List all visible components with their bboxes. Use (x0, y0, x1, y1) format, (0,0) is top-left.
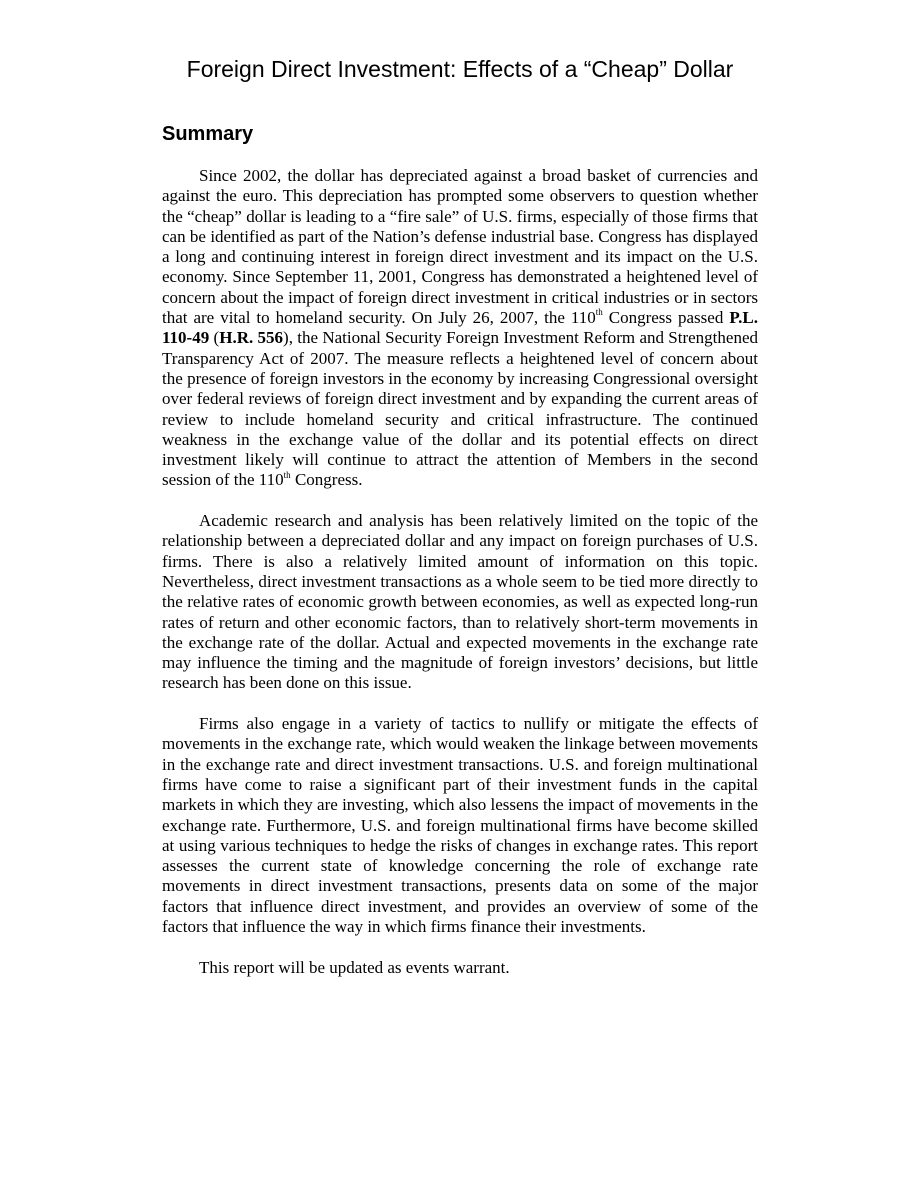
summary-paragraph-1 (162, 166, 758, 491)
paragraph-text: Congress. (290, 470, 363, 490)
summary-paragraph-4: This report will be updated as events warrant. (199, 957, 510, 977)
paragraph-text: Since 2002, the dollar has depreciated against a broad basket of currencies and against the euro. This depreciation has prompted some observers to question whether the “cheap” dollar is leading to a “fire sale” of U.S. firms, especially of those firms that can be identified as part of the Nation’s defense industrial base. Congress has displayed a long and continuing interest in foreign direct investment and its impact on the U.S. economy. Since September 11, 2001, Congress has demonstrated a heightened level of concern about the impact of foreign direct investment in critical industries or in sectors that are vital to homeland security. On July 26, 2007, the 110 (162, 166, 758, 328)
public-law-reference: P.L. 110-49 (162, 308, 758, 348)
paragraph-text: ), the National Security Foreign Investment Reform and Strengthened Transparency Act of 2007. The measure reflects a heightened level of concern about the presence of foreign investors in the economy by increasing Congressional oversight over federal reviews of foreign direct investment and by expanding the current areas of review to include homeland security and critical infrastructure. The continued weakness in the exchange value of the dollar and its potential effects on direct investment likely will continue to attract the attention of Members in the second session of the 110 (162, 328, 758, 490)
document-title: Foreign Direct Investment: Effects of a “Cheap” Dollar (186, 56, 734, 82)
summary-paragraph-2: Academic research and analysis has been relatively limited on the topic of the relationship between a depreciated dollar and any impact on foreign purchases of U.S. firms. There is also a relatively limited amount of information on this topic. Nevertheless, direct investment transactions as a whole seem to be tied more directly to the relative rates of economic growth between economies, as well as expected long-run rates of return and other economic factors, than to relatively short-term movements in the exchange rate of the dollar. Actual and expected movements in the exchange rate may influence the timing and the magnitude of foreign investors’ decisions, but little research has been done on this issue. (162, 511, 758, 693)
summary-paragraph-3: Firms also engage in a variety of tactics to nullify or mitigate the effects of movements in the exchange rate, which would weaken the linkage between movements in the exchange rate and direct investment transactions. U.S. and foreign multinational firms have come to raise a significant part of their investment funds in the capital markets in which they are investing, which also lessens the impact of movements in the exchange rate. Furthermore, U.S. and foreign multinational firms have become skilled at using various techniques to hedge the risks of changes in exchange rates. This report assesses the current state of knowledge concerning the role of exchange rate movements in direct investment transactions, presents data on some of the major factors that influence direct investment, and provides an overview of some of the factors that influence the way in which firms finance their investments. (162, 714, 758, 936)
summary-body (162, 166, 758, 998)
ordinal-superscript: th (595, 307, 603, 318)
paragraph-text: ( (209, 328, 220, 348)
paragraph-text: Congress passed (602, 308, 730, 328)
ordinal-superscript: th (283, 469, 291, 480)
section-heading: Summary (162, 123, 254, 145)
bill-reference: H.R. 556 (219, 328, 284, 348)
